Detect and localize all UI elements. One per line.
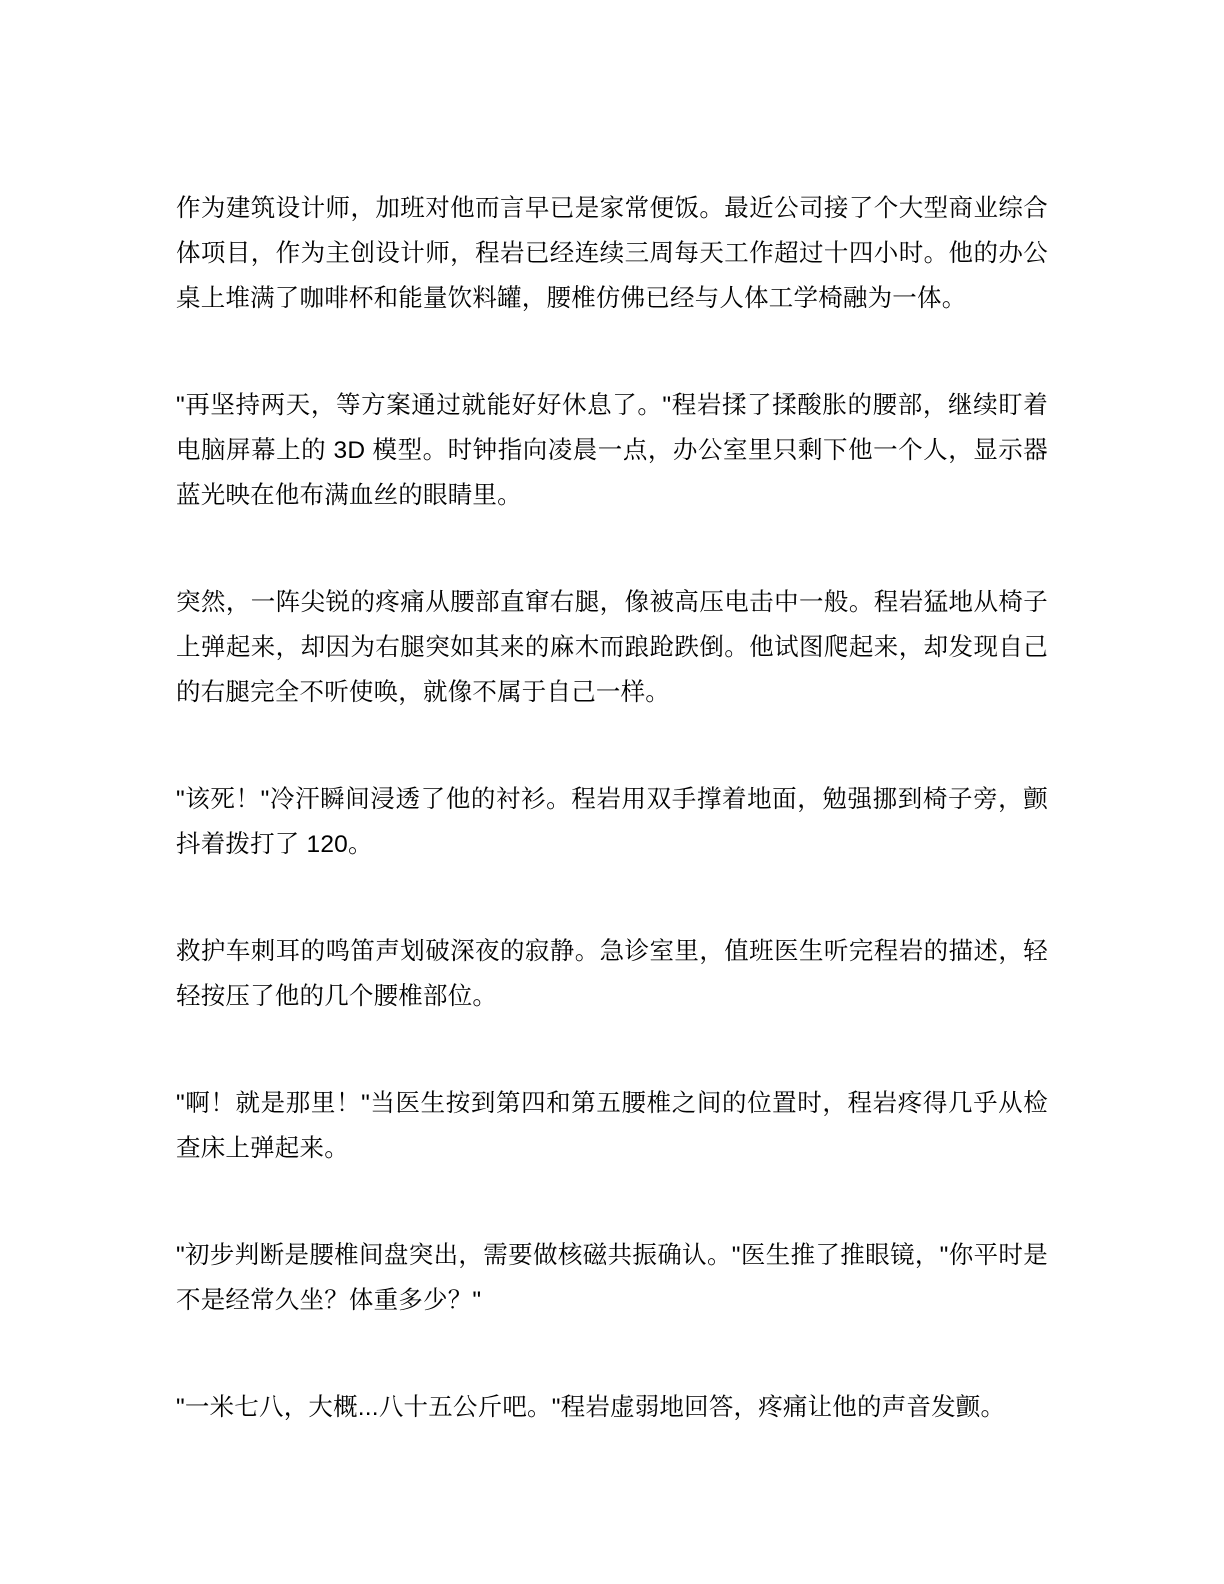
document-body xyxy=(176,186,1048,1430)
paragraph: "啊！就是那里！"当医生按到第四和第五腰椎之间的位置时，程岩疼得几乎从检查床上弹起来。 xyxy=(176,1090,1048,1162)
paragraph: 突然，一阵尖锐的疼痛从腰部直窜右腿，像被高压电击中一般。程岩猛地从椅子上弹起来，却因为右腿突如其来的麻木而踉跄跌倒。他试图爬起来，却发现自己的右腿完全不听使唤，就像不属于自己一样。 xyxy=(176,589,1048,706)
paragraph: 作为建筑设计师，加班对他而言早已是家常便饭。最近公司接了个大型商业综合体项目，作为主创设计师，程岩已经连续三周每天工作超过十四小时。他的办公桌上堆满了咖啡杯和能量饮料罐，腰椎仿佛已经与人体工学椅融为一体。 xyxy=(176,195,1048,312)
paragraph: 救护车刺耳的鸣笛声划破深夜的寂静。急诊室里，值班医生听完程岩的描述，轻轻按压了他的几个腰椎部位。 xyxy=(176,938,1048,1010)
paragraph: "一米七八，大概...八十五公斤吧。"程岩虚弱地回答，疼痛让他的声音发颤。 xyxy=(176,1394,1006,1421)
paragraph: "初步判断是腰椎间盘突出，需要做核磁共振确认。"医生推了推眼镜，"你平时是不是经常久坐？体重多少？" xyxy=(176,1242,1048,1314)
paragraph: "再坚持两天，等方案通过就能好好休息了。"程岩揉了揉酸胀的腰部，继续盯着电脑屏幕上的 3D 模型。时钟指向凌晨一点，办公室里只剩下他一个人，显示器蓝光映在他布满血丝的眼睛里。 xyxy=(176,392,1048,509)
paragraph: "该死！"冷汗瞬间浸透了他的衬衫。程岩用双手撑着地面，勉强挪到椅子旁，颤抖着拨打了 120。 xyxy=(176,786,1048,858)
